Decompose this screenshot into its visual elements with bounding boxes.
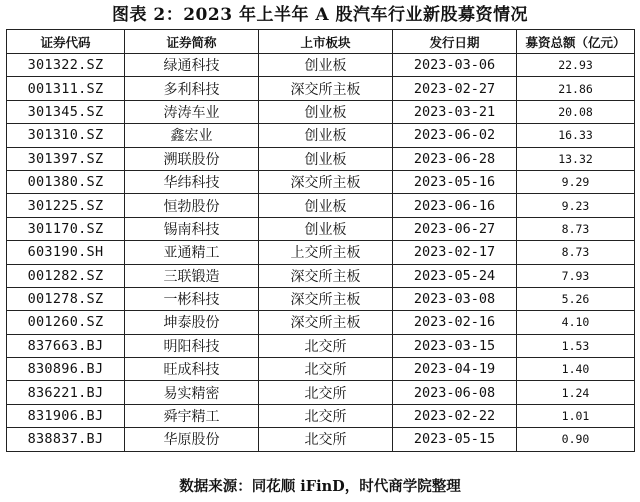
listing-board-cell: 创业板 <box>259 54 393 77</box>
stock-code-cell: 836221.BJ <box>7 381 125 404</box>
raised-amount-cell: 8.73 <box>517 217 635 240</box>
table-row <box>7 311 635 334</box>
stock-code-cell: 837663.BJ <box>7 334 125 357</box>
table-row <box>7 147 635 170</box>
table-row <box>7 124 635 147</box>
raised-amount-cell: 1.01 <box>517 404 635 427</box>
stock-code-cell: 301225.SZ <box>7 194 125 217</box>
stock-code-cell: 301397.SZ <box>7 147 125 170</box>
table-row <box>7 287 635 310</box>
stock-code-cell: 301170.SZ <box>7 217 125 240</box>
stock-name-cell: 旺成科技 <box>125 358 259 381</box>
table-row <box>7 170 635 193</box>
table-body <box>7 54 635 452</box>
stock-code-cell: 301322.SZ <box>7 54 125 77</box>
issue-date-cell: 2023-02-16 <box>393 311 517 334</box>
header-listing-board: 上市板块 <box>259 30 393 54</box>
stock-code-cell: 830896.BJ <box>7 358 125 381</box>
listing-board-cell: 创业板 <box>259 100 393 123</box>
header-stock-name: 证券简称 <box>125 30 259 54</box>
header-stock-code: 证券代码 <box>7 30 125 54</box>
listing-board-cell: 北交所 <box>259 381 393 404</box>
table-header-row <box>7 30 635 54</box>
raised-amount-cell: 22.93 <box>517 54 635 77</box>
raised-amount-cell: 1.40 <box>517 358 635 381</box>
raised-amount-cell: 7.93 <box>517 264 635 287</box>
stock-name-cell: 多利科技 <box>125 77 259 100</box>
listing-board-cell: 深交所主板 <box>259 170 393 193</box>
stock-name-cell: 明阳科技 <box>125 334 259 357</box>
stock-code-cell: 001260.SZ <box>7 311 125 334</box>
raised-amount-cell: 1.53 <box>517 334 635 357</box>
stock-name-cell: 亚通精工 <box>125 241 259 264</box>
listing-board-cell: 上交所主板 <box>259 241 393 264</box>
listing-board-cell: 创业板 <box>259 147 393 170</box>
stock-name-cell: 鑫宏业 <box>125 124 259 147</box>
raised-amount-cell: 21.86 <box>517 77 635 100</box>
stock-name-cell: 舜宇精工 <box>125 404 259 427</box>
listing-board-cell: 北交所 <box>259 334 393 357</box>
stock-name-cell: 华原股份 <box>125 428 259 451</box>
table-row <box>7 54 635 77</box>
stock-name-cell: 涛涛车业 <box>125 100 259 123</box>
stock-code-cell: 001282.SZ <box>7 264 125 287</box>
listing-board-cell: 深交所主板 <box>259 311 393 334</box>
issue-date-cell: 2023-06-16 <box>393 194 517 217</box>
table-row <box>7 381 635 404</box>
listing-board-cell: 创业板 <box>259 124 393 147</box>
stock-name-cell: 三联锻造 <box>125 264 259 287</box>
header-issue-date: 发行日期 <box>393 30 517 54</box>
listing-board-cell: 深交所主板 <box>259 77 393 100</box>
issue-date-cell: 2023-03-08 <box>393 287 517 310</box>
raised-amount-cell: 1.24 <box>517 381 635 404</box>
listing-board-cell: 北交所 <box>259 404 393 427</box>
raised-amount-cell: 16.33 <box>517 124 635 147</box>
stock-code-cell: 603190.SH <box>7 241 125 264</box>
listing-board-cell: 创业板 <box>259 217 393 240</box>
issue-date-cell: 2023-06-02 <box>393 124 517 147</box>
listing-board-cell: 创业板 <box>259 194 393 217</box>
issue-date-cell: 2023-03-06 <box>393 54 517 77</box>
stock-code-cell: 838837.BJ <box>7 428 125 451</box>
raised-amount-cell: 4.10 <box>517 311 635 334</box>
table-row <box>7 428 635 451</box>
table-row <box>7 100 635 123</box>
listing-board-cell: 深交所主板 <box>259 287 393 310</box>
table-row <box>7 404 635 427</box>
issue-date-cell: 2023-05-15 <box>393 428 517 451</box>
table-row <box>7 264 635 287</box>
stock-name-cell: 一彬科技 <box>125 287 259 310</box>
source-note: 数据来源：同花顺 iFinD，时代商学院整理 <box>179 478 461 495</box>
raised-amount-cell: 13.32 <box>517 147 635 170</box>
stock-code-cell: 001278.SZ <box>7 287 125 310</box>
issue-date-cell: 2023-02-27 <box>393 77 517 100</box>
stock-name-cell: 绿通科技 <box>125 54 259 77</box>
issue-date-cell: 2023-06-08 <box>393 381 517 404</box>
table-row <box>7 217 635 240</box>
issue-date-cell: 2023-06-27 <box>393 217 517 240</box>
issue-date-cell: 2023-06-28 <box>393 147 517 170</box>
stock-name-cell: 易实精密 <box>125 381 259 404</box>
raised-amount-cell: 8.73 <box>517 241 635 264</box>
table-row <box>7 334 635 357</box>
raised-amount-cell: 0.90 <box>517 428 635 451</box>
stock-code-cell: 301310.SZ <box>7 124 125 147</box>
table-row <box>7 241 635 264</box>
stock-name-cell: 恒勃股份 <box>125 194 259 217</box>
stock-name-cell: 锡南科技 <box>125 217 259 240</box>
listing-board-cell: 深交所主板 <box>259 264 393 287</box>
stock-code-cell: 001311.SZ <box>7 77 125 100</box>
stock-code-cell: 001380.SZ <box>7 170 125 193</box>
listing-board-cell: 北交所 <box>259 428 393 451</box>
issue-date-cell: 2023-02-17 <box>393 241 517 264</box>
issue-date-cell: 2023-03-21 <box>393 100 517 123</box>
stock-code-cell: 301345.SZ <box>7 100 125 123</box>
raised-amount-cell: 5.26 <box>517 287 635 310</box>
issue-date-cell: 2023-05-24 <box>393 264 517 287</box>
listing-board-cell: 北交所 <box>259 358 393 381</box>
table-row <box>7 77 635 100</box>
issue-date-cell: 2023-03-15 <box>393 334 517 357</box>
stock-code-cell: 831906.BJ <box>7 404 125 427</box>
raised-amount-cell: 20.08 <box>517 100 635 123</box>
stock-name-cell: 溯联股份 <box>125 147 259 170</box>
raised-amount-cell: 9.23 <box>517 194 635 217</box>
header-raised-amount: 募资总额（亿元） <box>517 30 635 54</box>
issue-date-cell: 2023-02-22 <box>393 404 517 427</box>
ipo-table <box>6 29 635 452</box>
issue-date-cell: 2023-05-16 <box>393 170 517 193</box>
table-row <box>7 358 635 381</box>
stock-name-cell: 坤泰股份 <box>125 311 259 334</box>
raised-amount-cell: 9.29 <box>517 170 635 193</box>
stock-name-cell: 华纬科技 <box>125 170 259 193</box>
table-title: 图表 2：2023 年上半年 A 股汽车行业新股募资情况 <box>111 5 528 25</box>
table-row <box>7 194 635 217</box>
issue-date-cell: 2023-04-19 <box>393 358 517 381</box>
